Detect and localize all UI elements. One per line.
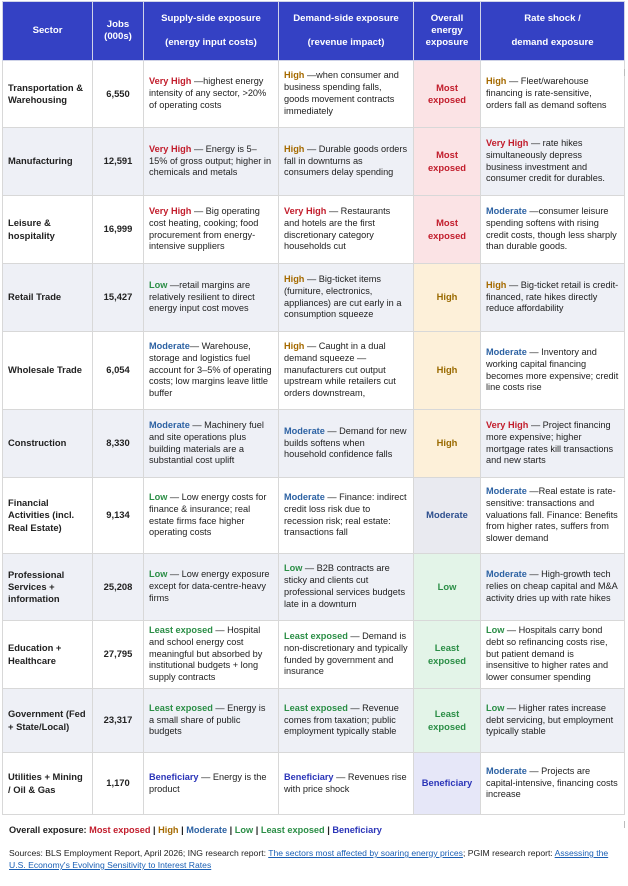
sector-cell — [3, 753, 93, 815]
jobs-value: 16,999 — [103, 223, 133, 235]
overall-exposure-cell — [414, 128, 481, 196]
legend-prefix: Overall exposure: — [9, 825, 90, 835]
overall-exposure-badge: Most exposed — [427, 217, 467, 241]
overall-exposure-badge: High — [436, 437, 458, 449]
overall-exposure-badge: Low — [437, 580, 457, 592]
rate-description: — Big-ticket retail is credit-financed, rate hikes directly reduce affordability — [486, 279, 619, 314]
edge-marker — [624, 821, 627, 828]
table-row — [3, 61, 625, 128]
overall-exposure-badge: High — [436, 291, 458, 303]
supply-level-label: Low — [149, 569, 168, 580]
overall-exposure-cell — [414, 61, 481, 128]
supply-exposure-cell — [144, 621, 279, 689]
supply-description: —highest energy intensity of any sector, >20% of operating costs — [149, 76, 267, 110]
table-row — [3, 478, 625, 554]
demand-level-label: Moderate — [284, 491, 325, 502]
sources-prefix: Sources: BLS Employment Report, April 2026; ING research report: — [9, 848, 269, 858]
demand-level-label: High — [284, 341, 305, 352]
rate-description: — Higher rates increase debt servicing, but employment typically stable — [486, 702, 614, 737]
demand-level-label: Very High — [284, 205, 327, 216]
header-sector: Sector — [3, 2, 93, 61]
sector-name: Transportation & Warehousing — [8, 81, 84, 105]
table-row — [3, 128, 625, 196]
rate-description: — High-growth tech relies on cheap capital and M&A activity dries up with rate hikes — [486, 569, 618, 603]
rate-level-label: Very High — [486, 419, 529, 430]
jobs-cell — [93, 753, 144, 815]
supply-level-label: Very High — [149, 76, 192, 87]
demand-description: — Durable goods orders fall in downturns as consumers delay spending — [284, 143, 408, 178]
rate-shock-cell — [481, 689, 625, 753]
overall-exposure-cell — [414, 264, 481, 332]
supply-level-label: Moderate — [149, 419, 190, 430]
jobs-cell — [93, 621, 144, 689]
overall-exposure-cell — [414, 689, 481, 753]
legend-separator: | — [253, 825, 261, 835]
rate-shock-cell — [481, 61, 625, 128]
rate-shock-cell — [481, 621, 625, 689]
exposure-document — [0, 1, 628, 871]
table-row — [3, 621, 625, 689]
demand-level-label: High — [284, 143, 305, 154]
demand-level-label: Least exposed — [284, 630, 348, 641]
jobs-value: 15,427 — [103, 291, 133, 303]
legend-high: High — [158, 825, 179, 835]
demand-level-label: Moderate — [284, 425, 325, 436]
supply-exposure-cell — [144, 128, 279, 196]
sector-cell — [3, 332, 93, 410]
overall-exposure-cell — [414, 332, 481, 410]
rate-level-label: Very High — [486, 137, 529, 148]
jobs-cell — [93, 332, 144, 410]
rate-description: — Inventory and working capital financing becomes more expensive; credit line costs rise — [486, 346, 619, 393]
supply-description: — Warehouse, storage and logistics fuel account for 3–5% of operating costs; low margins leave little buffer — [149, 341, 272, 399]
sector-cell — [3, 554, 93, 621]
jobs-value: 12,591 — [103, 155, 133, 167]
demand-exposure-cell — [279, 332, 414, 410]
rate-description: — Project financing more expensive; higher mortgage rates kill transactions and new starts — [486, 419, 614, 466]
supply-description: — Machinery fuel and site operations plus building materials are a substantial cost uplift — [149, 419, 264, 466]
sector-cell — [3, 410, 93, 478]
sector-name: Education + Healthcare — [8, 642, 62, 666]
supply-level-label: Least exposed — [149, 625, 213, 636]
jobs-value: 25,208 — [103, 580, 133, 592]
supply-level-label: Beneficiary — [149, 771, 199, 782]
sector-cell — [3, 621, 93, 689]
supply-description: — Hospital and school energy cost meaningful but absorbed by institutional budgets + long supply contracts — [149, 625, 263, 683]
demand-level-label: Least exposed — [284, 702, 348, 713]
sources-note — [9, 847, 621, 871]
demand-description: — B2B contracts are sticky and clients cut professional services budgets late in a downturn — [284, 563, 406, 609]
sector-name: Government (Fed + State/Local) — [8, 708, 86, 732]
rate-level-label: Low — [486, 625, 505, 636]
demand-exposure-cell — [279, 264, 414, 332]
supply-exposure-cell — [144, 753, 279, 815]
header-supply: Supply-side exposure (energy input costs) — [144, 2, 279, 61]
supply-level-label: Low — [149, 279, 168, 290]
sector-name: Wholesale Trade — [8, 364, 82, 376]
supply-level-label: Low — [149, 491, 168, 502]
table-row — [3, 689, 625, 753]
table-body — [3, 61, 625, 815]
jobs-cell — [93, 196, 144, 264]
rate-level-label: High — [486, 76, 507, 87]
rate-description: — rate hikes simultaneously depress business investment and consumer credit for durables. — [486, 137, 605, 184]
demand-description: — Revenue comes from taxation; public employment typically stable — [284, 702, 399, 737]
supply-level-label: Very High — [149, 205, 192, 216]
supply-level-label: Moderate — [149, 341, 190, 352]
demand-level-label: High — [284, 70, 305, 81]
overall-exposure-cell — [414, 554, 481, 621]
jobs-value: 23,317 — [103, 714, 133, 726]
supply-description: — Energy is a small share of public budgets — [149, 702, 266, 737]
supply-description: — Energy is the product — [149, 771, 267, 794]
jobs-value: 1,170 — [106, 777, 130, 789]
table-row — [3, 196, 625, 264]
demand-exposure-cell — [279, 410, 414, 478]
rate-level-label: Low — [486, 702, 505, 713]
header-overall: Overall energy exposure — [414, 2, 481, 61]
supply-exposure-cell — [144, 478, 279, 554]
legend-least: Least exposed — [260, 825, 325, 835]
sector-name: Manufacturing — [8, 155, 73, 167]
legend-separator: | — [178, 825, 187, 835]
supply-description: — Big operating cost heating, cooking; food procurement from energy-intensive suppliers — [149, 205, 260, 252]
overall-exposure-cell — [414, 410, 481, 478]
sector-cell — [3, 264, 93, 332]
legend-separator: | — [150, 825, 159, 835]
jobs-cell — [93, 61, 144, 128]
jobs-value: 6,054 — [106, 364, 130, 376]
overall-exposure-cell — [414, 196, 481, 264]
supply-level-label: Least exposed — [149, 702, 213, 713]
demand-description: — Demand is non-discretionary and typically funded by government and insurance — [284, 630, 408, 677]
supply-exposure-cell — [144, 689, 279, 753]
rate-level-label: Moderate — [486, 205, 527, 216]
demand-description: — Revenues rise with price shock — [284, 771, 407, 794]
supply-exposure-cell — [144, 332, 279, 410]
demand-description: — Caught in a dual demand squeeze — manufacturers cut output upstream while retailers cut orders downstream, — [284, 341, 396, 399]
overall-exposure-badge: Least exposed — [427, 708, 467, 732]
rate-description: — Hospitals carry bond debt so refinancing costs rise, but patient demand is insensitive to higher rates and lower consumer spending — [486, 625, 609, 683]
rate-shock-cell — [481, 753, 625, 815]
sector-name: Utilities + Mining / Oil & Gas — [8, 771, 83, 795]
demand-level-label: High — [284, 273, 305, 284]
sector-cell — [3, 196, 93, 264]
supply-exposure-cell — [144, 61, 279, 128]
demand-level-label: Beneficiary — [284, 771, 334, 782]
rate-description: —consumer leisure spending softens with rising credit costs, though less sharply than durable goods. — [486, 205, 617, 252]
header-demand: Demand-side exposure (revenue impact) — [279, 2, 414, 61]
demand-exposure-cell — [279, 478, 414, 554]
supply-exposure-cell — [144, 554, 279, 621]
table-row — [3, 753, 625, 815]
rate-shock-cell — [481, 196, 625, 264]
demand-description: —when consumer and business spending falls, goods movement contracts immediately — [284, 70, 399, 116]
demand-exposure-cell — [279, 196, 414, 264]
rate-level-label: Moderate — [486, 765, 527, 776]
legend-most: Most exposed — [89, 825, 151, 835]
overall-exposure-badge: Moderate — [426, 509, 468, 521]
rate-description: — Projects are capital-intensive, financing costs increase — [486, 765, 618, 800]
rate-description: — Fleet/warehouse financing is rate-sensitive, orders fall as demand softens — [486, 76, 607, 110]
sector-name: Construction — [8, 437, 67, 449]
supply-exposure-cell — [144, 264, 279, 332]
demand-level-label: Low — [284, 563, 303, 574]
sector-name: Retail Trade — [8, 291, 62, 303]
rate-shock-cell — [481, 410, 625, 478]
supply-level-label: Very High — [149, 143, 192, 154]
rate-shock-cell — [481, 128, 625, 196]
jobs-cell — [93, 264, 144, 332]
demand-description: — Finance: indirect credit loss risk due to recession risk; real estate: transactions fall — [284, 491, 407, 538]
header-rate: Rate shock / demand exposure — [481, 2, 625, 61]
supply-exposure-cell — [144, 196, 279, 264]
rate-level-label: High — [486, 279, 507, 290]
rate-level-label: Moderate — [486, 486, 527, 497]
rate-level-label: Moderate — [486, 346, 527, 357]
sector-name: Financial Activities (incl. Real Estate) — [8, 497, 75, 533]
demand-exposure-cell — [279, 621, 414, 689]
legend-moderate: Moderate — [186, 825, 228, 835]
demand-exposure-cell — [279, 128, 414, 196]
overall-exposure-badge: Most exposed — [427, 149, 467, 173]
overall-exposure-badge: Most exposed — [427, 81, 467, 105]
sector-cell — [3, 128, 93, 196]
overall-exposure-badge: High — [436, 364, 458, 376]
demand-exposure-cell — [279, 61, 414, 128]
demand-exposure-cell — [279, 753, 414, 815]
supply-description: — Energy is 5–15% of gross output; higher in chemicals and metals — [149, 143, 272, 178]
sector-exposure-table — [2, 1, 625, 815]
legend-beneficiary: Beneficiary — [332, 825, 382, 835]
overall-exposure-cell — [414, 621, 481, 689]
rate-shock-cell — [481, 478, 625, 554]
supply-description: —retail margins are relatively resilient to direct energy input cost moves — [149, 279, 255, 314]
jobs-value: 8,330 — [106, 437, 130, 449]
sources-middle: ; PGIM research report: — [462, 848, 555, 858]
sector-cell — [3, 689, 93, 753]
demand-exposure-cell — [279, 689, 414, 753]
supply-description: — Low energy exposure except for data-centre-heavy firms — [149, 569, 270, 603]
legend-separator: | — [227, 825, 235, 835]
supply-description: — Low energy costs for finance & insurance; real estate firms face higher operating costs — [149, 491, 267, 538]
rate-shock-cell — [481, 554, 625, 621]
jobs-cell — [93, 128, 144, 196]
sector-cell — [3, 61, 93, 128]
header-jobs: Jobs (000s) — [93, 2, 144, 61]
demand-description: — Demand for new builds softens when household confidence falls — [284, 425, 407, 460]
rate-level-label: Moderate — [486, 569, 527, 580]
sector-name: Professional Services + information — [8, 568, 65, 605]
table-row — [3, 554, 625, 621]
demand-exposure-cell — [279, 554, 414, 621]
rate-shock-cell — [481, 264, 625, 332]
jobs-cell — [93, 689, 144, 753]
jobs-cell — [93, 478, 144, 554]
jobs-value: 6,550 — [106, 87, 130, 99]
legend-low: Low — [234, 825, 254, 835]
overall-exposure-badge: Beneficiary — [421, 777, 473, 789]
table-row — [3, 410, 625, 478]
overall-exposure-cell — [414, 753, 481, 815]
jobs-cell — [93, 554, 144, 621]
jobs-cell — [93, 410, 144, 478]
source-link-pgim[interactable]: Assessing the U.S. Economy's Evolving Sensitivity to Interest Rates — [9, 848, 609, 871]
table-row — [3, 332, 625, 410]
supply-exposure-cell — [144, 410, 279, 478]
jobs-value: 9,134 — [106, 509, 130, 521]
rate-shock-cell — [481, 332, 625, 410]
header-row — [3, 2, 625, 61]
sector-cell — [3, 478, 93, 554]
rate-description: —Real estate is rate-sensitive: transactions and valuations fall. Finance: Benefits from higher rates, suffers from slower demand — [486, 486, 618, 544]
edge-marker — [624, 69, 627, 76]
overall-exposure-badge: Least exposed — [427, 642, 467, 666]
sector-name: Leisure & hospitality — [8, 217, 55, 241]
legend-separator: | — [324, 825, 333, 835]
demand-description: — Big-ticket items (furniture, electronics, appliances) are cut early in a consumption squeeze — [284, 273, 402, 320]
table-row — [3, 264, 625, 332]
overall-exposure-cell — [414, 478, 481, 554]
overall-exposure-legend — [9, 825, 628, 835]
demand-description: — Restaurants and hotels are the first discretionary category households cut — [284, 205, 391, 252]
source-link-ing[interactable]: The sectors most affected by soaring energy prices — [268, 848, 463, 858]
jobs-value: 27,795 — [103, 648, 133, 660]
